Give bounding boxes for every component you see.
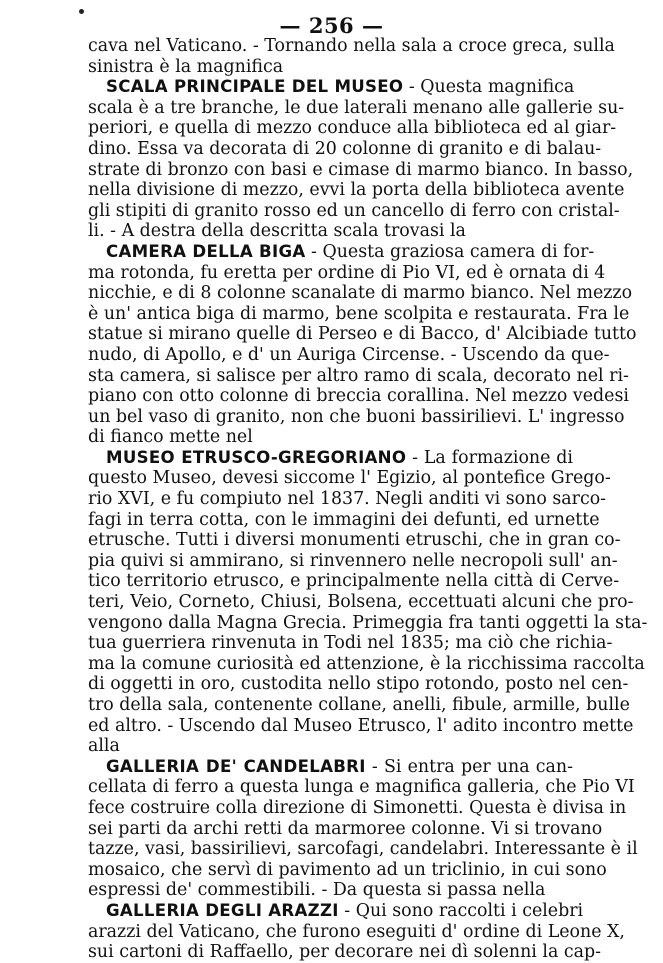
text-line: [88, 777, 635, 798]
text-line: [88, 57, 573, 78]
text-line: [88, 159, 634, 181]
line-text: - Questa magnifica: [403, 77, 575, 98]
line-text: teri, Veio, Corneto, Chiusi, Bolsena, eccettuati alcuni che pro-: [88, 592, 634, 613]
text-line: [88, 736, 573, 757]
line-text: statue si mirano quelle di Perseo e di Bacco, d' Alcibiade tutto: [88, 324, 637, 345]
section-heading-line: [88, 757, 573, 778]
section-heading-line: [88, 448, 573, 469]
line-text: - Qui sono raccolti i celebri: [338, 900, 584, 921]
text-line: [88, 427, 573, 448]
line-text: di fianco mette nel: [88, 427, 253, 448]
section-heading-line: [88, 77, 573, 98]
body-text: [88, 36, 648, 963]
text-line: [88, 880, 573, 901]
line-text: gli stipiti di granito rosso ed un cancello di ferro con cristal-: [88, 200, 620, 221]
line-text: pia quivi si ammirano, si rinvennero nelle necropoli sull' an-: [88, 550, 618, 571]
text-line: [88, 571, 620, 592]
line-text: - Questa graziosa camera di for-: [305, 241, 595, 262]
line-text: sui cartoni di Raffaello, per decorare nei dì solenni la cap-: [88, 942, 601, 963]
text-line: [88, 592, 634, 613]
line-text: tro della sala, contenente collane, anelli, fibule, armille, bulle: [88, 695, 630, 715]
text-line: [88, 365, 629, 387]
text-line: [88, 489, 607, 510]
text-line: [88, 612, 648, 634]
line-text: arazzi del Vaticano, che furono eseguiti d' ordine di Leone X,: [88, 921, 625, 942]
text-line: [88, 200, 620, 222]
text-line: [88, 859, 607, 881]
text-line: [88, 180, 625, 201]
line-text: mosaico, che servì di pavimento ad un triclinio, in cui sono: [88, 859, 607, 880]
line-text: di oggetti in oro, custodita nello stipo rotondo, posto nel cen-: [88, 674, 629, 695]
text-line: [88, 942, 601, 963]
line-text: cellata di ferro a questa lunga e magnifica galleria, che Pio VI: [88, 777, 635, 798]
section-title: GALLERIA DE' CANDELABRI: [106, 756, 366, 776]
line-text: fagi in terra cotta, con le immagini dei defunti, ed urnette: [88, 509, 600, 530]
line-text: vengono dalla Magna Grecia. Primeggia fra tanti oggetti la sta-: [88, 612, 648, 633]
text-line: [88, 921, 625, 943]
text-line: [88, 406, 625, 428]
line-text: periori, e quella di mezzo conduce alla biblioteca ed al giar-: [88, 118, 617, 139]
line-text: ma rotonda, fu eretta per ordine di Pio VI, ed è ornata di 4: [88, 262, 606, 283]
text-line: [88, 509, 600, 531]
line-text: nella divisione di mezzo, evvi la porta della biblioteca avente: [88, 180, 625, 201]
line-text: dino. Essa va decorata di 20 colonne di granito e di balau-: [88, 138, 602, 159]
text-line: [88, 221, 573, 242]
section-heading-line: [88, 241, 595, 263]
page-number: — 256 —: [279, 13, 384, 38]
line-text: tua guerriera rinvenuta in Todi nel 1835; ma ciò che richia-: [88, 633, 613, 654]
text-line: [88, 262, 606, 284]
text-line: [88, 530, 621, 551]
text-line: [88, 674, 629, 695]
line-text: sei parti da archi retti da marmoree colonne. Vi si trovano: [88, 818, 603, 839]
section-title: GALLERIA DEGLI ARAZZI: [106, 900, 339, 920]
text-line: [88, 283, 633, 304]
text-line: [88, 715, 634, 737]
line-text: tico territorio etrusco, e principalmente nella città di Cerve-: [88, 571, 620, 592]
section-title: CAMERA DELLA BIGA: [106, 241, 306, 261]
text-line: [88, 550, 618, 572]
line-text: strate di bronzo con basi e cimase di marmo bianco. In basso,: [88, 159, 634, 180]
line-text: piano con otto colonne di breccia corallina. Nel mezzo vedesi: [88, 386, 629, 407]
line-text: tazze, vasi, bassirilievi, sarcofagi, candelabri. Interessante è il: [88, 839, 638, 860]
line-text: rio XVI, e fu compiuto nel 1837. Negli anditi vi sono sarco-: [88, 489, 607, 510]
text-line: [88, 303, 630, 325]
text-line: [88, 633, 613, 654]
line-text: questo Museo, devesi siccome l' Egizio, al pontefice Grego-: [88, 468, 611, 489]
line-text: sinistra è la magnifica: [88, 56, 284, 77]
line-text: un bel vaso di granito, non che buoni bassirilievi. L' ingresso: [88, 406, 625, 427]
text-line: [88, 36, 615, 57]
section-heading-line: [88, 900, 584, 922]
line-text: ed altro. - Uscendo dal Museo Etrusco, l' adito incontro mette: [88, 715, 634, 736]
line-text: nudo, di Apollo, e d' un Auriga Circense. - Uscendo da que-: [88, 344, 610, 365]
text-line: [88, 468, 611, 489]
text-line: [88, 839, 638, 860]
text-line: [88, 818, 603, 840]
text-line: [88, 324, 637, 345]
line-text: - La formazione di: [406, 447, 573, 468]
text-line: [88, 386, 629, 407]
line-text: li. - A destra della descritta scala trovasi la: [88, 221, 466, 242]
line-text: nicchie, e di 8 colonne scanalate di marmo bianco. Nel mezzo: [88, 283, 633, 304]
text-line: [88, 97, 625, 119]
line-text: cava nel Vaticano. - Tornando nella sala a croce greca, sulla: [88, 36, 615, 56]
text-line: [88, 653, 645, 675]
line-text: fece costruire colla direzione di Simonetti. Questa è divisa in: [88, 797, 627, 818]
section-title: SCALA PRINCIPALE DEL MUSEO: [106, 77, 404, 97]
line-text: ma la comune curiosità ed attenzione, è la ricchissima raccolta: [88, 653, 645, 674]
text-line: [88, 138, 602, 160]
line-text: etrusche. Tutti i diversi monumenti etruschi, che in gran co-: [88, 530, 621, 551]
text-line: [88, 344, 610, 366]
line-text: alla: [88, 736, 120, 757]
line-text: scala è a tre branche, le due laterali menano alle gallerie su-: [88, 97, 625, 118]
line-text: - Si entra per una can-: [365, 756, 573, 777]
text-line: [88, 118, 617, 139]
text-line: [88, 695, 630, 716]
section-title: MUSEO ETRUSCO-GREGORIANO: [106, 447, 407, 467]
line-text: è un' antica biga di marmo, bene scolpita e restaurata. Fra le: [88, 303, 630, 324]
line-text: sta camera, si salisce per altro ramo di scala, decorato nel ri-: [88, 365, 629, 386]
text-line: [88, 797, 627, 819]
line-text: espressi de' commestibili. - Da questa si passa nella: [88, 880, 546, 901]
